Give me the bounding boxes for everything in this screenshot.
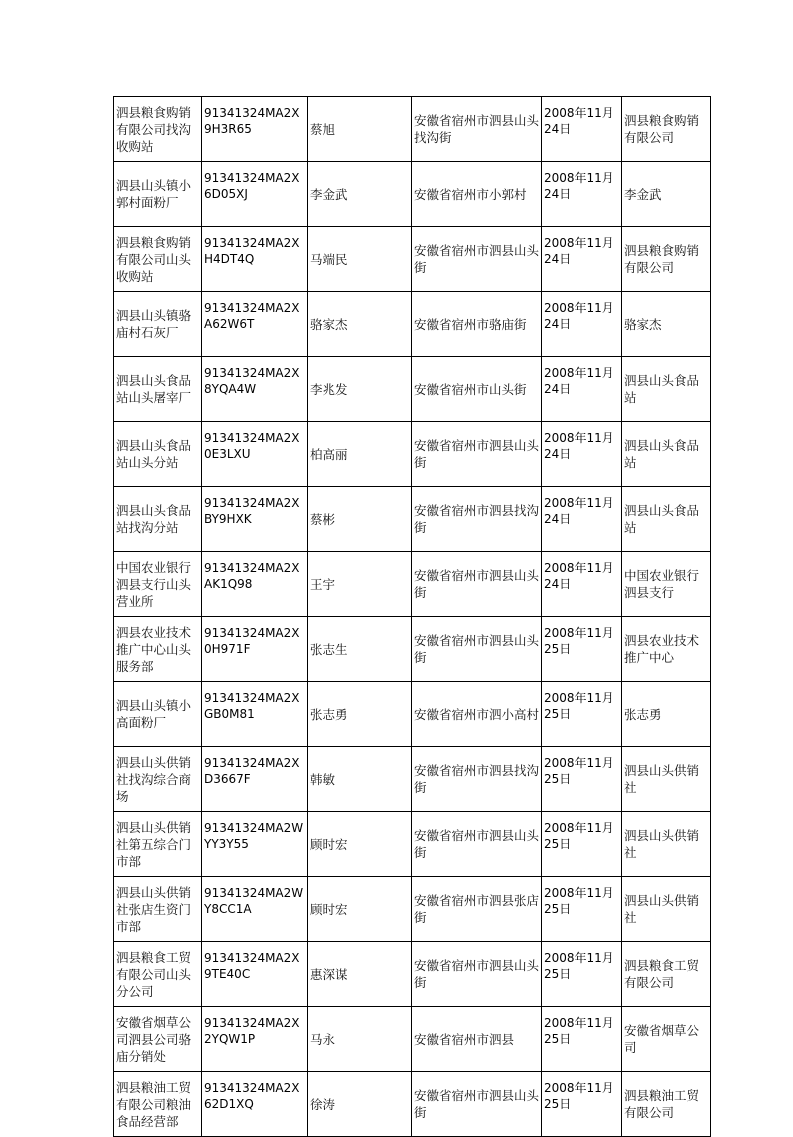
registration-date-cell: 2008年11月24日 [542, 422, 622, 487]
address-cell: 安徽省宿州市山头街 [412, 357, 542, 422]
table-row [114, 487, 711, 552]
registration-date-cell: 2008年11月24日 [542, 487, 622, 552]
table-row [114, 617, 711, 682]
legal-representative-cell: 马端民 [308, 227, 412, 292]
legal-representative-cell: 张志生 [308, 617, 412, 682]
credit-code-cell: 91341324MA2XBY9HXK [202, 487, 308, 552]
table-row [114, 162, 711, 227]
entity-name-cell: 泗县粮食购销有限公司找沟收购站 [114, 97, 202, 162]
credit-code-cell: 91341324MA2X0H971F [202, 617, 308, 682]
parent-entity-cell: 安徽省烟草公司 [622, 1007, 711, 1072]
registration-date-cell: 2008年11月25日 [542, 1072, 622, 1137]
table-row [114, 877, 711, 942]
registration-date-cell: 2008年11月25日 [542, 942, 622, 1007]
legal-representative-cell: 蔡彬 [308, 487, 412, 552]
parent-entity-cell: 泗县山头供销社 [622, 747, 711, 812]
credit-code-cell: 91341324MA2WYY3Y55 [202, 812, 308, 877]
parent-entity-cell: 泗县粮食购销有限公司 [622, 97, 711, 162]
address-cell: 安徽省宿州市泗县山头找沟街 [412, 97, 542, 162]
legal-representative-cell: 李金武 [308, 162, 412, 227]
credit-code-cell: 91341324MA2XH4DT4Q [202, 227, 308, 292]
parent-entity-cell: 泗县农业技术推广中心 [622, 617, 711, 682]
table-row [114, 812, 711, 877]
legal-representative-cell: 惠深谋 [308, 942, 412, 1007]
parent-entity-cell: 骆家杰 [622, 292, 711, 357]
registration-date-cell: 2008年11月25日 [542, 877, 622, 942]
legal-representative-cell: 王宇 [308, 552, 412, 617]
entity-name-cell: 泗县粮食购销有限公司山头收购站 [114, 227, 202, 292]
credit-code-cell: 91341324MA2X2YQW1P [202, 1007, 308, 1072]
address-cell: 安徽省宿州市泗县山头街 [412, 1072, 542, 1137]
parent-entity-cell: 泗县山头供销社 [622, 877, 711, 942]
table-row [114, 942, 711, 1007]
table-row [114, 1007, 711, 1072]
credit-code-cell: 91341324MA2XGB0M81 [202, 682, 308, 747]
parent-entity-cell: 泗县山头食品站 [622, 487, 711, 552]
registration-date-cell: 2008年11月25日 [542, 812, 622, 877]
legal-representative-cell: 李兆发 [308, 357, 412, 422]
entity-name-cell: 泗县山头镇骆庙村石灰厂 [114, 292, 202, 357]
registration-date-cell: 2008年11月24日 [542, 357, 622, 422]
address-cell: 安徽省宿州市泗县找沟街 [412, 747, 542, 812]
address-cell: 安徽省宿州市泗小高村 [412, 682, 542, 747]
registration-date-cell: 2008年11月24日 [542, 97, 622, 162]
entity-name-cell: 中国农业银行泗县支行山头营业所 [114, 552, 202, 617]
address-cell: 安徽省宿州市泗县 [412, 1007, 542, 1072]
registration-date-cell: 2008年11月25日 [542, 747, 622, 812]
credit-code-cell: 91341324MA2X9TE40C [202, 942, 308, 1007]
credit-code-cell: 91341324MA2WY8CC1A [202, 877, 308, 942]
entity-name-cell: 泗县农业技术推广中心山头服务部 [114, 617, 202, 682]
registration-date-cell: 2008年11月24日 [542, 162, 622, 227]
parent-entity-cell: 泗县粮食工贸有限公司 [622, 942, 711, 1007]
registration-date-cell: 2008年11月25日 [542, 617, 622, 682]
registration-date-cell: 2008年11月24日 [542, 292, 622, 357]
credit-code-cell: 91341324MA2X6D05XJ [202, 162, 308, 227]
address-cell: 安徽省宿州市骆庙街 [412, 292, 542, 357]
credit-code-cell: 91341324MA2X8YQA4W [202, 357, 308, 422]
address-cell: 安徽省宿州市泗县山头街 [412, 552, 542, 617]
address-cell: 安徽省宿州市泗县山头街 [412, 812, 542, 877]
credit-code-cell: 91341324MA2XA62W6T [202, 292, 308, 357]
registry-table-body [114, 97, 711, 1137]
table-row [114, 227, 711, 292]
registration-date-cell: 2008年11月25日 [542, 1007, 622, 1072]
parent-entity-cell: 张志勇 [622, 682, 711, 747]
entity-name-cell: 泗县山头供销社第五综合门市部 [114, 812, 202, 877]
table-row [114, 747, 711, 812]
parent-entity-cell: 泗县粮食购销有限公司 [622, 227, 711, 292]
table-row [114, 552, 711, 617]
address-cell: 安徽省宿州市泗县山头街 [412, 617, 542, 682]
address-cell: 安徽省宿州市泗县山头街 [412, 422, 542, 487]
parent-entity-cell: 中国农业银行泗县支行 [622, 552, 711, 617]
address-cell: 安徽省宿州市泗县山头街 [412, 942, 542, 1007]
parent-entity-cell: 泗县粮油工贸有限公司 [622, 1072, 711, 1137]
credit-code-cell: 91341324MA2XAK1Q98 [202, 552, 308, 617]
table-row [114, 422, 711, 487]
parent-entity-cell: 泗县山头供销社 [622, 812, 711, 877]
legal-representative-cell: 韩敏 [308, 747, 412, 812]
legal-representative-cell: 骆家杰 [308, 292, 412, 357]
entity-name-cell: 泗县粮油工贸有限公司粮油食品经营部 [114, 1072, 202, 1137]
registration-date-cell: 2008年11月25日 [542, 682, 622, 747]
parent-entity-cell: 泗县山头食品站 [622, 422, 711, 487]
parent-entity-cell: 泗县山头食品站 [622, 357, 711, 422]
entity-name-cell: 泗县山头镇小高面粉厂 [114, 682, 202, 747]
legal-representative-cell: 马永 [308, 1007, 412, 1072]
legal-representative-cell: 顾时宏 [308, 877, 412, 942]
legal-representative-cell: 张志勇 [308, 682, 412, 747]
parent-entity-cell: 李金武 [622, 162, 711, 227]
legal-representative-cell: 顾时宏 [308, 812, 412, 877]
credit-code-cell: 91341324MA2X62D1XQ [202, 1072, 308, 1137]
legal-representative-cell: 蔡旭 [308, 97, 412, 162]
table-row [114, 1072, 711, 1137]
credit-code-cell: 91341324MA2X9H3R65 [202, 97, 308, 162]
entity-name-cell: 泗县山头供销社张店生资门市部 [114, 877, 202, 942]
entity-name-cell: 泗县山头供销社找沟综合商场 [114, 747, 202, 812]
legal-representative-cell: 徐涛 [308, 1072, 412, 1137]
table-row [114, 292, 711, 357]
registration-date-cell: 2008年11月24日 [542, 552, 622, 617]
credit-code-cell: 91341324MA2X0E3LXU [202, 422, 308, 487]
address-cell: 安徽省宿州市泗县张店街 [412, 877, 542, 942]
address-cell: 安徽省宿州市泗县山头街 [412, 227, 542, 292]
table-row [114, 97, 711, 162]
entity-name-cell: 泗县山头食品站找沟分站 [114, 487, 202, 552]
credit-code-cell: 91341324MA2XD3667F [202, 747, 308, 812]
table-row [114, 682, 711, 747]
entity-name-cell: 安徽省烟草公司泗县公司骆庙分销处 [114, 1007, 202, 1072]
entity-name-cell: 泗县山头镇小郭村面粉厂 [114, 162, 202, 227]
address-cell: 安徽省宿州市泗县找沟街 [412, 487, 542, 552]
entity-name-cell: 泗县山头食品站山头分站 [114, 422, 202, 487]
registry-table [113, 96, 711, 1137]
registration-date-cell: 2008年11月24日 [542, 227, 622, 292]
entity-name-cell: 泗县粮食工贸有限公司山头分公司 [114, 942, 202, 1007]
entity-name-cell: 泗县山头食品站山头屠宰厂 [114, 357, 202, 422]
address-cell: 安徽省宿州市小郭村 [412, 162, 542, 227]
legal-representative-cell: 柏高丽 [308, 422, 412, 487]
table-row [114, 357, 711, 422]
